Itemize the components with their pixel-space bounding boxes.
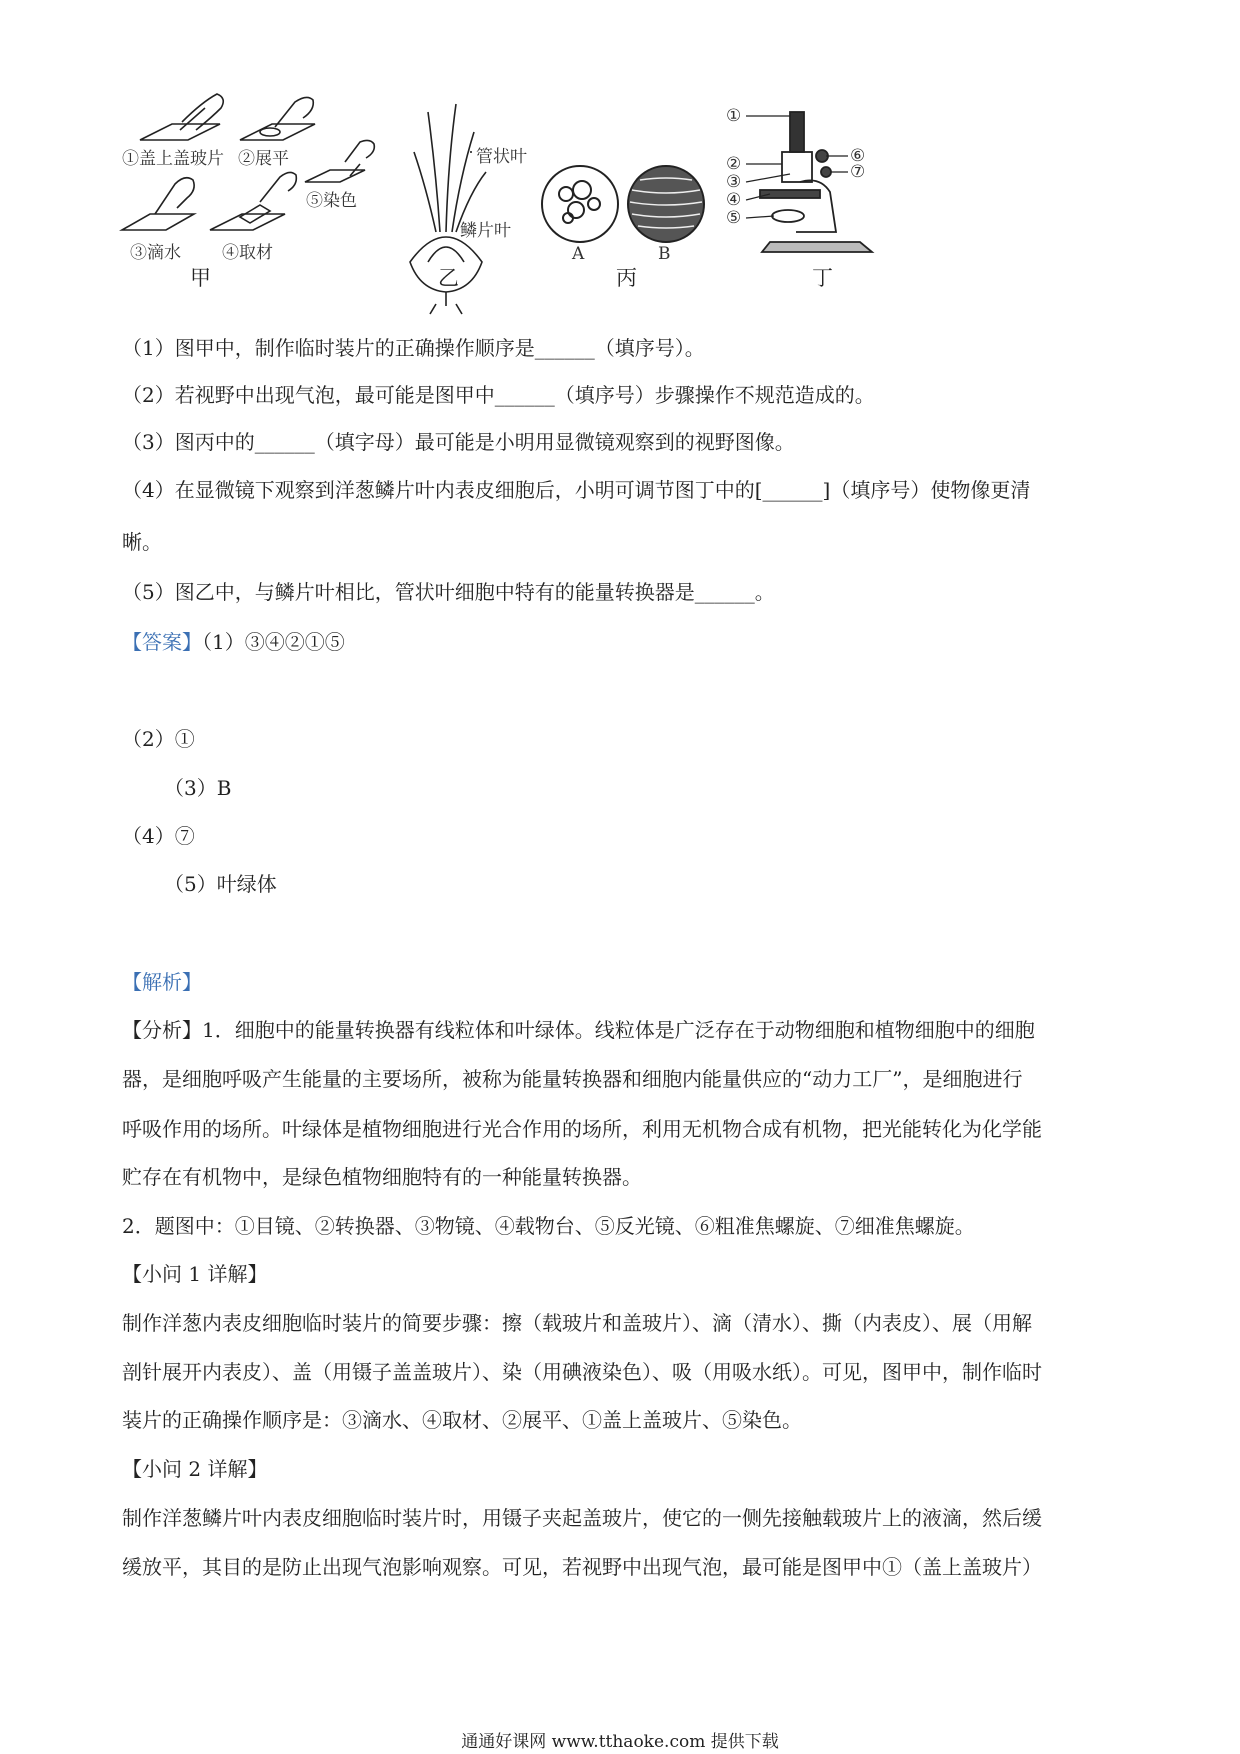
question-3: （3）图丙中的______（填字母）最可能是小明用显微镜观察到的视野图像。 bbox=[122, 430, 795, 454]
question-1: （1）图甲中，制作临时装片的正确操作顺序是______（填序号）。 bbox=[122, 336, 705, 360]
subquestion-1-heading: 【小问 1 详解】 bbox=[122, 1262, 268, 1286]
yi-figure-name: 乙 bbox=[438, 266, 459, 290]
answer-4: （4）⑦ bbox=[122, 824, 195, 848]
subquestion-2-heading: 【小问 2 详解】 bbox=[122, 1457, 268, 1481]
bing-label-b: B bbox=[658, 244, 671, 264]
ding-marker-1: ① bbox=[726, 106, 742, 126]
analysis-line-7: 剖针展开内表皮）、盖（用镊子盖盖玻片）、染（用碘液染色）、吸（用吸水纸）。可见，图甲中，制作临时 bbox=[122, 1360, 1042, 1384]
jia-step-5-label: ⑤染色 bbox=[306, 191, 357, 211]
analysis-line-2: 器，是细胞呼吸产生能量的主要场所，被称为能量转换器和细胞内能量供应的“动力工厂”，是细胞进行 bbox=[122, 1067, 1023, 1091]
answer-line-1 bbox=[122, 628, 345, 656]
analysis-line-5: 2．题图中：①目镜、②转换器、③物镜、④载物台、⑤反光镜、⑥粗准焦螺旋、⑦细准焦螺旋。 bbox=[122, 1214, 975, 1238]
question-4: （4）在显微镜下观察到洋葱鳞片叶内表皮细胞后，小明可调节图丁中的[______]（填序号）使物像更清 bbox=[122, 478, 1031, 502]
analysis-line-6: 制作洋葱内表皮细胞临时装片的简要步骤：擦（载玻片和盖玻片）、滴（清水）、撕（内表皮）、展（用解 bbox=[122, 1311, 1032, 1335]
bing-figure-name: 丙 bbox=[616, 266, 637, 290]
jia-step-1-label: ①盖上盖玻片 bbox=[122, 149, 224, 169]
ding-marker-5: ⑤ bbox=[726, 208, 742, 228]
answer-3: （3）B bbox=[164, 776, 232, 800]
ding-marker-4: ④ bbox=[726, 190, 742, 210]
analysis-line-8: 装片的正确操作顺序是：③滴水、④取材、②展平、①盖上盖玻片、⑤染色。 bbox=[122, 1408, 802, 1432]
bing-drawings bbox=[542, 166, 704, 242]
page-footer: 通通好课网 www.tthaoke.com 提供下载 bbox=[461, 1732, 779, 1752]
jia-step-4-label: ④取材 bbox=[222, 243, 273, 263]
analysis-line-3: 呼吸作用的场所。叶绿体是植物细胞进行光合作用的场所，利用无机物合成有机物，把光能转化为化学能 bbox=[122, 1117, 1042, 1141]
jia-step-2-label: ②展平 bbox=[238, 149, 289, 169]
ding-marker-3: ③ bbox=[726, 172, 742, 192]
yi-tubular-leaf-label: 管状叶 bbox=[476, 147, 527, 167]
answer-5: （5）叶绿体 bbox=[164, 872, 277, 896]
jia-figure-name: 甲 bbox=[190, 266, 211, 290]
bing-label-a: A bbox=[572, 244, 585, 264]
analysis-line-10: 缓放平，其目的是防止出现气泡影响观察。可见，若视野中出现气泡，最可能是图甲中①（盖上盖玻片） bbox=[122, 1555, 1042, 1579]
experiment-figure bbox=[110, 92, 1010, 332]
analysis-line-4: 贮存在有机物中，是绿色植物细胞特有的一种能量转换器。 bbox=[122, 1165, 642, 1189]
jia-step-3-label: ③滴水 bbox=[130, 243, 181, 263]
answer-tag: 【答案】 bbox=[122, 630, 202, 654]
analysis-line-9: 制作洋葱鳞片叶内表皮细胞临时装片时，用镊子夹起盖玻片，使它的一侧先接触载玻片上的液滴，然后缓 bbox=[122, 1506, 1042, 1530]
question-5: （5）图乙中，与鳞片叶相比，管状叶细胞中特有的能量转换器是______。 bbox=[122, 580, 775, 604]
answer-1: （1）③④②①⑤ bbox=[202, 630, 345, 654]
analysis-tag: 【解析】 bbox=[122, 970, 202, 994]
ding-marker-7: ⑦ bbox=[850, 162, 866, 182]
ding-drawings bbox=[746, 112, 872, 252]
ding-marker-2: ② bbox=[726, 154, 742, 174]
ding-figure-name: 丁 bbox=[812, 266, 833, 290]
ding-marker-6: ⑥ bbox=[850, 146, 866, 166]
yi-scale-leaf-label: 鳞片叶 bbox=[460, 221, 511, 241]
question-4-continued: 晰。 bbox=[122, 530, 162, 554]
answer-2: （2）① bbox=[122, 727, 195, 751]
question-2: （2）若视野中出现气泡，最可能是图甲中______（填序号）步骤操作不规范造成的。 bbox=[122, 383, 875, 407]
figure-drawings bbox=[110, 92, 1010, 332]
analysis-line-1: 【分析】1．细胞中的能量转换器有线粒体和叶绿体。线粒体是广泛存在于动物细胞和植物细胞中的细胞 bbox=[122, 1018, 1035, 1042]
